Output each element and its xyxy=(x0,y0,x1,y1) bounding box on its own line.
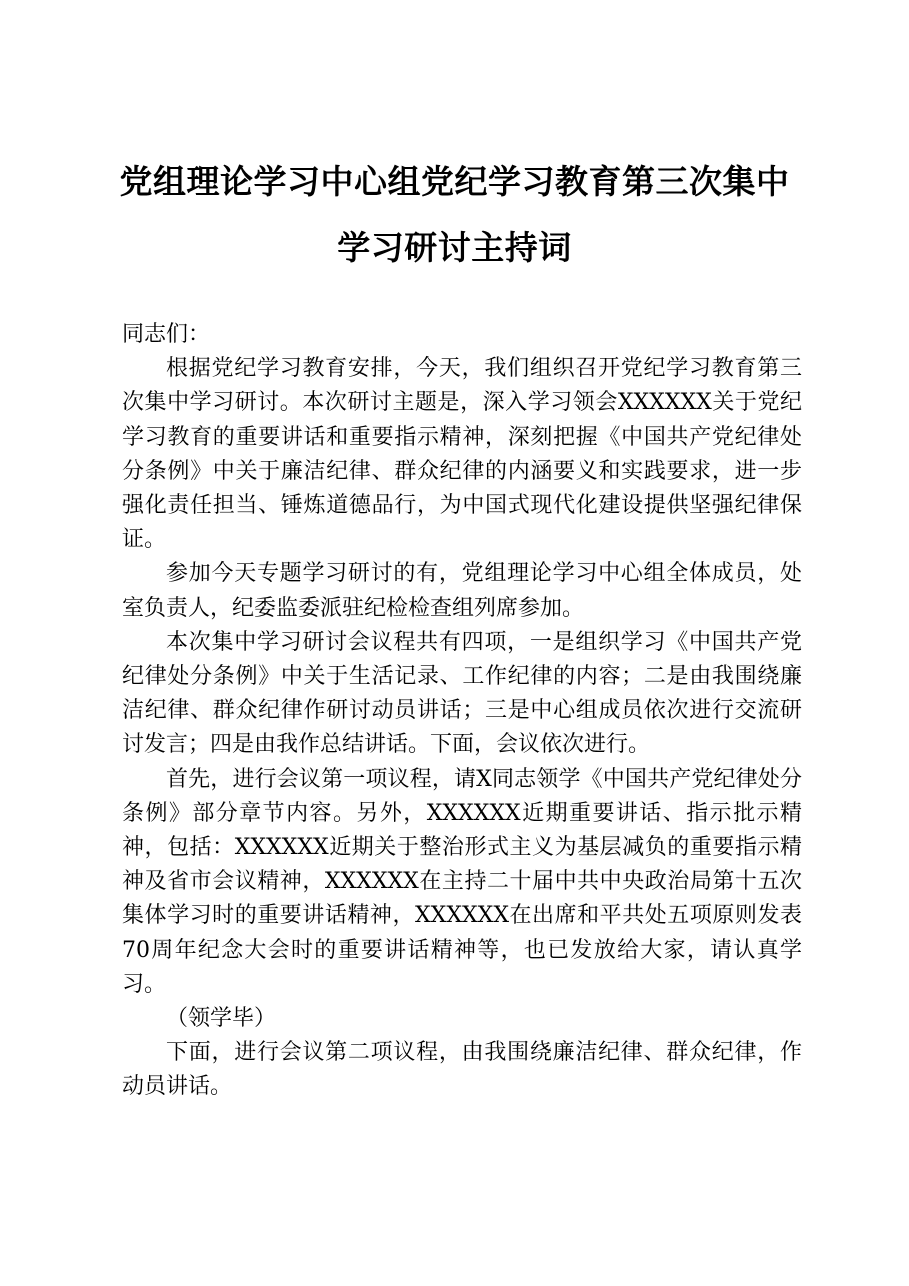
paragraph-note: （领学毕） xyxy=(166,1006,277,1032)
document-title-line-2: 学习研讨主持词 xyxy=(337,228,572,267)
paragraph-1: 根据党纪学习教育安排，今天，我们组织召开党纪学习教育第三次集中学习研讨。本次研讨主题是，深入学习领会XXXXXX关于党纪学习教育的重要讲话和重要指示精神，深刻把握《中国共产党纪律处分条例》中关于廉洁纪律、群众纪律的内涵要义和实践要求，进一步强化责任担当、锤炼道德品行，为中国式现代化建设提供坚强纪律保证。 xyxy=(122,356,802,553)
document-title-line-1: 党组理论学习中心组党纪学习教育第三次集中 xyxy=(119,162,790,201)
paragraph-5: 下面，进行会议第二项议程，由我围绕廉洁纪律、群众纪律，作动员讲话。 xyxy=(122,1040,802,1100)
salutation: 同志们： xyxy=(122,322,211,347)
paragraph-2: 参加今天专题学习研讨的有，党组理论学习中心组全体成员，处室负责人，纪委监委派驻纪检检查组列席参加。 xyxy=(122,561,802,621)
paragraph-3: 本次集中学习研讨会议程共有四项，一是组织学习《中国共产党纪律处分条例》中关于生活记录、工作纪律的内容；二是由我围绕廉洁纪律、群众纪律作研讨动员讲话；三是中心组成员依次进行交流研讨发言；四是由我作总结讲话。下面，会议依次进行。 xyxy=(122,629,802,758)
paragraph-4: 首先，进行会议第一项议程，请X同志领学《中国共产党纪律处分条例》部分章节内容。另外，XXXXXX近期重要讲话、指示批示精神，包括：XXXXXX近期关于整治形式主义为基层减负的重要指示精神及省市会议精神，XXXXXX在主持二十届中共中央政治局第十五次集体学习时的重要讲话精神，XXXXXX在出席和平共处五项原则发表70周年纪念大会时的重要讲话精神等，也已发放给大家，请认真学习。 xyxy=(122,766,802,997)
document-body xyxy=(122,318,802,1105)
